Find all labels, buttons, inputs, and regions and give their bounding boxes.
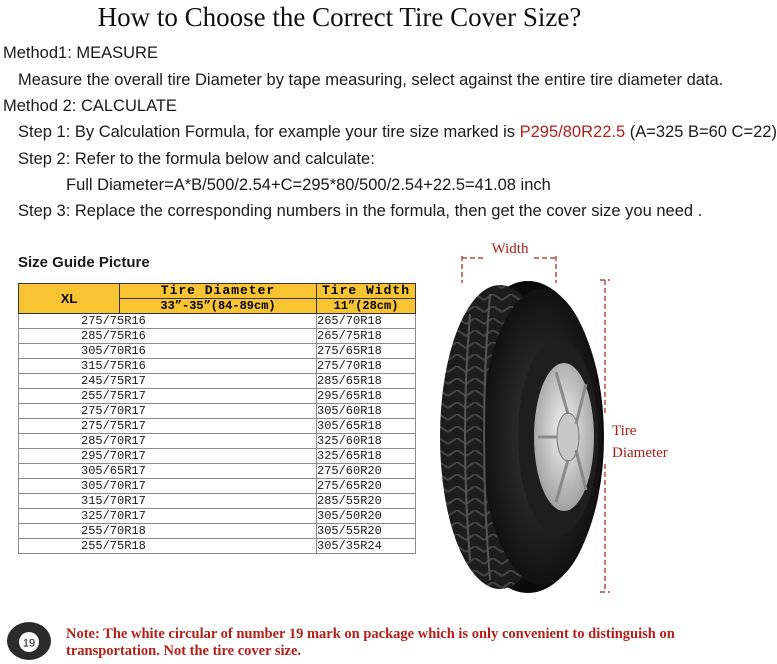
diameter-size-cell: 255/75R18 [19, 539, 317, 554]
table-row [19, 434, 416, 449]
diameter-label-line2: Diameter [612, 445, 668, 461]
table-row [19, 374, 416, 389]
width-size-cell: 275/65R20 [317, 479, 416, 494]
width-size-cell: 305/35R24 [317, 539, 416, 554]
diameter-header: Tire Diameter [120, 284, 317, 299]
method2-step3: Step 3: Replace the corresponding numbers in the formula, then get the cover size you need . [18, 202, 703, 220]
diameter-size-cell: 255/75R17 [19, 389, 317, 404]
method1-heading: Method1: MEASURE [3, 44, 158, 62]
diameter-size-cell: 305/70R16 [19, 344, 317, 359]
diameter-value: 33”-35”(84-89cm) [120, 299, 317, 314]
diameter-size-cell: 295/70R17 [19, 449, 317, 464]
width-size-cell: 325/65R18 [317, 449, 416, 464]
diameter-size-cell: 315/70R17 [19, 494, 317, 509]
width-size-cell: 275/65R18 [317, 344, 416, 359]
table-row [19, 314, 416, 329]
width-size-cell: 305/50R20 [317, 509, 416, 524]
width-size-cell: 285/65R18 [317, 374, 416, 389]
width-size-cell: 305/55R20 [317, 524, 416, 539]
method2-formula: Full Diameter=A*B/500/2.54+C=295*80/500/2.54+22.5=41.08 inch [66, 176, 551, 194]
diameter-size-cell: 305/70R17 [19, 479, 317, 494]
table-row [19, 479, 416, 494]
method2-step2: Step 2: Refer to the formula below and calculate: [18, 150, 375, 168]
size-guide-table [18, 283, 416, 554]
table-row [19, 419, 416, 434]
width-size-cell: 305/65R18 [317, 419, 416, 434]
table-header-row [19, 284, 416, 299]
diameter-size-cell: 275/75R17 [19, 419, 317, 434]
table-row [19, 509, 416, 524]
package-mark-number: 19 [22, 637, 36, 650]
table-row [19, 344, 416, 359]
table-row [19, 329, 416, 344]
diameter-size-cell: 255/70R18 [19, 524, 317, 539]
width-label: Width [491, 241, 529, 257]
diameter-size-cell: 315/75R16 [19, 359, 317, 374]
width-size-cell: 295/65R18 [317, 389, 416, 404]
tire-diagram [430, 234, 675, 619]
table-row [19, 524, 416, 539]
width-header: Tire Width [317, 284, 416, 299]
diameter-size-cell: 285/70R17 [19, 434, 317, 449]
method2-heading: Method 2: CALCULATE [3, 97, 177, 115]
step1-prefix: Step 1: By Calculation Formula, for example your tire size marked is [18, 123, 520, 141]
table-row [19, 494, 416, 509]
size-guide-title: Size Guide Picture [18, 254, 150, 271]
page-title: How to Choose the Correct Tire Cover Size? [97, 2, 582, 32]
tire-illustration [440, 281, 604, 593]
diameter-size-cell: 245/75R17 [19, 374, 317, 389]
width-size-cell: 275/60R20 [317, 464, 416, 479]
package-note: Note: The white circular of number 19 mark on package which is only convenient to distinguish on transportation. Not the tire cover size. [66, 626, 675, 659]
method1-text: Measure the overall tire Diameter by tape measuring, select against the entire tire diameter data. [18, 71, 724, 89]
diameter-size-cell: 285/75R16 [19, 329, 317, 344]
package-mark-19 [5, 620, 53, 662]
diameter-label-line1: Tire [612, 423, 637, 439]
size-label-cell: XL [19, 284, 120, 314]
table-row [19, 389, 416, 404]
table-row [19, 404, 416, 419]
table-row [19, 359, 416, 374]
diameter-size-cell: 305/65R17 [19, 464, 317, 479]
width-size-cell: 265/75R18 [317, 329, 416, 344]
method2-step1 [18, 123, 777, 142]
width-size-cell: 305/60R18 [317, 404, 416, 419]
diameter-size-cell: 275/70R17 [19, 404, 317, 419]
step1-suffix: (A=325 B=60 C=22) [625, 123, 777, 141]
table-row [19, 539, 416, 554]
width-value: 11”(28cm) [317, 299, 416, 314]
step1-tire-size: P295/80R22.5 [519, 123, 626, 141]
diameter-size-cell: 325/70R17 [19, 509, 317, 524]
width-size-cell: 275/70R18 [317, 359, 416, 374]
width-size-cell: 325/60R18 [317, 434, 416, 449]
width-size-cell: 265/70R18 [317, 314, 416, 329]
table-row [19, 464, 416, 479]
table-row [19, 449, 416, 464]
width-size-cell: 285/55R20 [317, 494, 416, 509]
diameter-size-cell: 275/75R16 [19, 314, 317, 329]
